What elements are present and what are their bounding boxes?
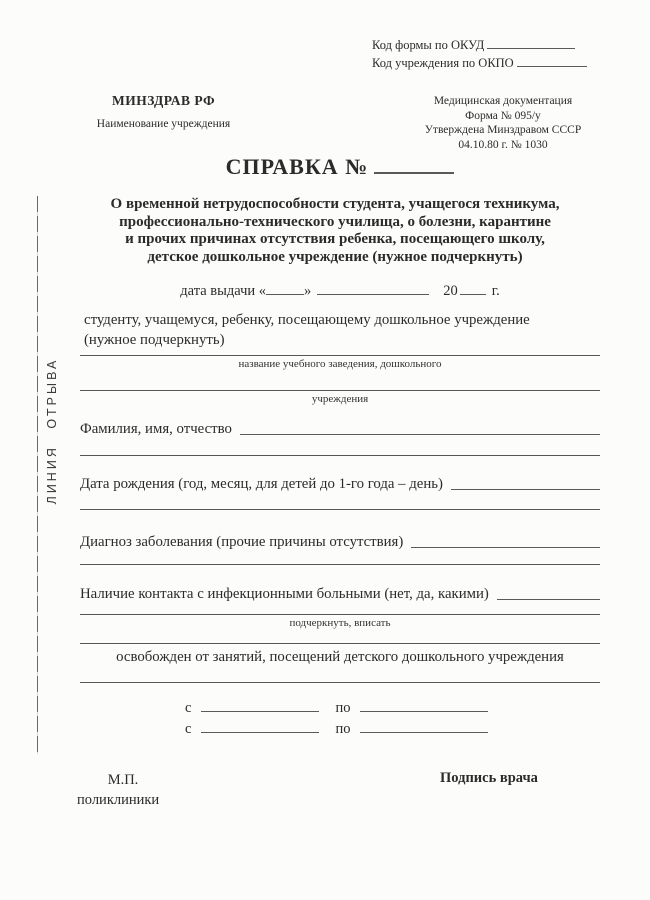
- contact-field-row: [80, 586, 600, 603]
- close-quote: »: [304, 283, 312, 299]
- okpo-blank: [517, 54, 587, 67]
- birthdate-field-blank: [451, 489, 600, 490]
- issue-date-label: дата выдачи: [180, 283, 256, 299]
- stamp-mp-label: М.П.: [107, 772, 139, 788]
- exemption-bottom-line: [80, 682, 600, 683]
- institution-caption-1: название учебного заведения, дошкольного: [238, 358, 442, 370]
- subject-line-1: О временной нетрудоспособности студента, учащегося техникума,: [110, 196, 560, 212]
- birthdate-field-row: [80, 476, 600, 493]
- to-label: по: [335, 700, 351, 716]
- contact-blank-line-2: [80, 614, 600, 615]
- name-field-blank: [240, 434, 600, 435]
- exemption-top-line: [80, 643, 600, 644]
- issue-year-suffix: г.: [491, 283, 500, 299]
- exemption-period-row-2: [185, 720, 488, 738]
- issuer-block: [86, 93, 241, 130]
- diagnosis-field-row: [80, 534, 600, 551]
- institution-blank-line-1: [80, 355, 600, 356]
- open-quote: «: [258, 283, 267, 299]
- okud-code-row: [372, 36, 587, 54]
- issue-day-blank: [266, 282, 304, 295]
- tear-off-line: [37, 196, 38, 754]
- name-field-label: Фамилия, имя, отчество: [80, 421, 232, 437]
- subject-paragraph: [70, 196, 600, 266]
- diagnosis-blank-line-2: [80, 564, 600, 565]
- diagnosis-field-label: Диагноз заболевания (прочие причины отсутствия): [80, 534, 404, 550]
- clinic-stamp-block: [77, 770, 169, 810]
- stamp-clinic-label: поликлиники: [77, 792, 160, 808]
- issue-year-blank: [460, 282, 486, 295]
- from-label: с: [185, 700, 192, 716]
- name-field-row: [80, 421, 600, 438]
- okud-blank: [487, 36, 575, 49]
- subject-line-3: и прочих причинах отсутствия ребенка, посещающего школу,: [125, 231, 545, 247]
- birthdate-blank-line-2: [80, 509, 600, 510]
- exemption-period-row-1: [185, 699, 488, 717]
- form-title-text: СПРАВКА №: [225, 154, 369, 179]
- institution-blank-line-2: [80, 390, 600, 391]
- issue-date-line: [80, 282, 600, 300]
- recipient-line-1: студенту, учащемуся, ребенку, посещающему дошкольное учреждение: [84, 312, 530, 328]
- birthdate-field-label: Дата рождения (год, месяц, для детей до 1-го года – день): [80, 476, 443, 492]
- to-label-2: по: [335, 721, 351, 737]
- institution-name-caption: Наименование учреждения: [96, 118, 231, 130]
- okud-label: Код формы по ОКУД: [372, 38, 485, 52]
- doc-info-line-2: Форма № 095/у: [465, 109, 541, 122]
- issue-month-blank: [317, 282, 429, 295]
- codes-block: [372, 36, 587, 72]
- recipient-line-2: (нужное подчеркнуть): [84, 332, 225, 348]
- name-blank-line-2: [80, 455, 600, 456]
- doc-info-block: [418, 94, 588, 152]
- contact-field-label: Наличие контакта с инфекционными больными (нет, да, какими): [80, 586, 489, 602]
- okpo-label: Код учреждения по ОКПО: [372, 56, 514, 70]
- exemption-text: освобожден от занятий, посещений детского дошкольного учреждения: [116, 649, 564, 665]
- certificate-number-blank: [374, 154, 454, 174]
- contact-caption: подчеркнуть, вписать: [289, 617, 391, 629]
- doctor-signature-label: Подпись врача: [440, 770, 538, 786]
- subject-line-2: профессионально-технического училища, о болезни, карантине: [119, 213, 551, 230]
- doc-info-line-4: 04.10.80 г. № 1030: [458, 138, 548, 151]
- period1-to-blank: [360, 699, 488, 712]
- ministry-name: МИНЗДРАВ РФ: [111, 93, 216, 108]
- diagnosis-field-blank: [411, 547, 600, 548]
- tear-off-label: ЛИНИЯ ОТРЫВА: [45, 357, 59, 505]
- from-label-2: с: [185, 721, 192, 737]
- doc-info-line-1: Медицинская документация: [433, 95, 573, 107]
- issue-century: 20: [443, 283, 458, 299]
- period2-to-blank: [360, 720, 488, 733]
- contact-field-blank: [497, 599, 600, 600]
- recipient-paragraph: [84, 310, 600, 350]
- period2-from-blank: [201, 720, 319, 733]
- period1-from-blank: [201, 699, 319, 712]
- institution-caption-2: учреждения: [311, 393, 369, 405]
- subject-line-4: детское дошкольное учреждение (нужное подчеркнуть): [147, 248, 523, 265]
- okpo-code-row: [372, 54, 587, 72]
- doc-info-line-3: Утверждена Минздравом СССР: [424, 124, 582, 136]
- form-title: [80, 154, 600, 180]
